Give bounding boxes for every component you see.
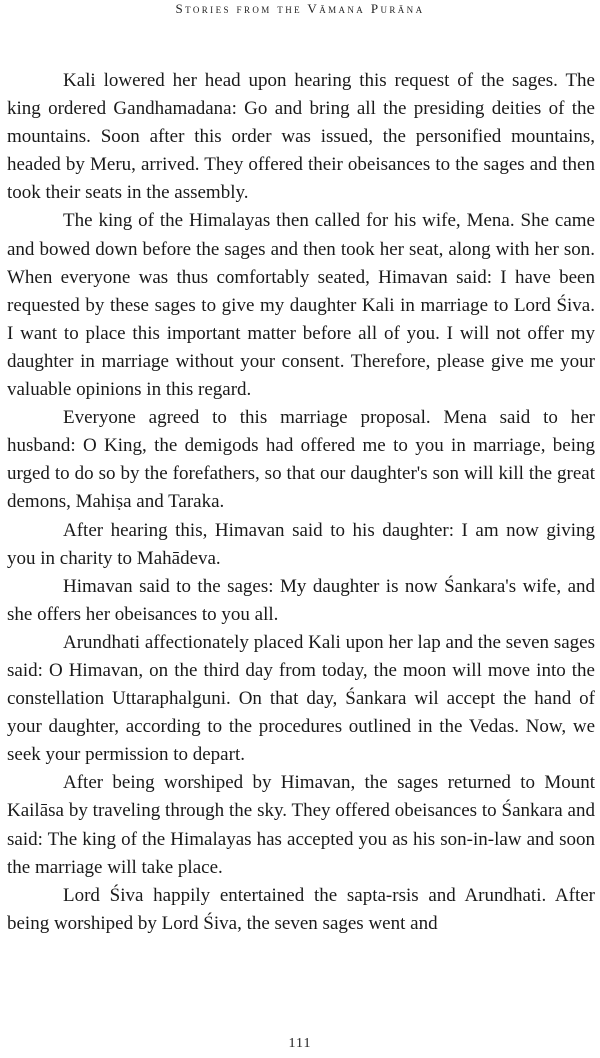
body-text — [7, 67, 595, 938]
paragraph: Everyone agreed to this marriage proposal. Mena said to her husband: O King, the demigods had offered me to you in marriage, being urged to do so by the forefathers, so that our daughter's son will kill the great demons, Mahiṣa and Taraka. — [7, 407, 595, 513]
paragraph: Arundhati affectionately placed Kali upon her lap and the seven sages said: O Himavan, on the third day from today, the moon will move into the constellation Uttaraphalguni. On that day, Śankara wil accept the hand of your daughter, according to the procedures outlined in the Vedas. Now, we seek your permission to depart. — [7, 631, 595, 766]
page-number: 111 — [288, 1036, 312, 1051]
paragraph: Lord Śiva happily entertained the sapta-rsis and Arundhati. After being worshiped by Lord Śiva, the seven sages went and — [7, 884, 595, 934]
paragraph: After hearing this, Himavan said to his daughter: I am now giving you in charity to Mahādeva. — [7, 519, 595, 569]
running-head: Stories from the Vāmana Purāna — [175, 1, 425, 16]
paragraph: The king of the Himalayas then called for his wife, Mena. She came and bowed down before the sages and then took her seat, along with her son. When everyone was thus comfortably seated, Himavan said: I have been requested by these sages to give my daughter Kali in marriage to Lord Śiva. I want to place this important matter before all of you. I will not offer my daughter in marriage without your consent. Therefore, please give me your valuable opinions in this regard. — [7, 210, 595, 401]
paragraph: After being worshiped by Himavan, the sages returned to Mount Kailāsa by traveling through the sky. They offered obeisances to Śankara and said: The king of the Himalayas has accepted you as his son-in-law and soon the marriage will take place. — [7, 772, 595, 878]
paragraph: Kali lowered her head upon hearing this request of the sages. The king ordered Gandhamadana: Go and bring all the presiding deities of the mountains. Soon after this order was issued, the personified mountains, headed by Meru, arrived. They offered their obeisances to the sages and then took their seats in the assembly. — [7, 70, 595, 204]
paragraph: Himavan said to the sages: My daughter is now Śankara's wife, and she offers her obeisances to you all. — [7, 575, 595, 625]
